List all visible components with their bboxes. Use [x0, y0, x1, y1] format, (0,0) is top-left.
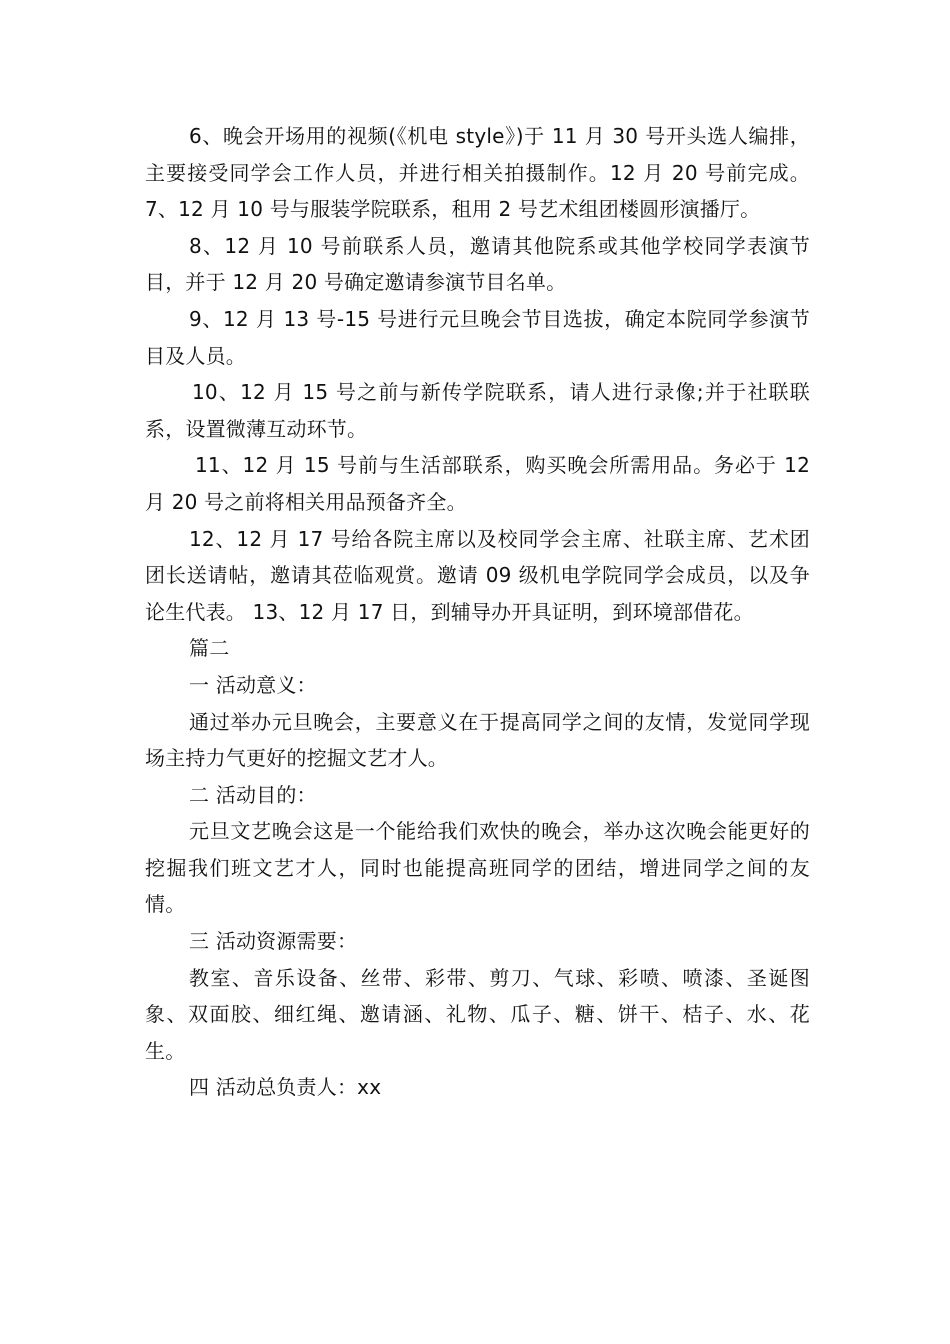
heading-activity-purpose: 二 活动目的： [189, 782, 317, 807]
paragraph-activity-significance: 通过举办元旦晚会，主要意义在于提高同学之间的友情，发觉同学现场主持力气更好的挖掘文艺才人。 [145, 709, 810, 771]
paragraph-item-9: 9、12 月 13 号-15 号进行元旦晚会节目选拔，确定本院同学参演节目及人员。 [145, 306, 810, 368]
paragraph-item-11: 11、12 月 15 号前与生活部联系，购买晚会所需用品。务必于 12 月 20 号之前将相关用品预备齐全。 [145, 453, 810, 514]
paragraph-activity-resources: 教室、音乐设备、丝带、彩带、剪刀、气球、彩喷、喷漆、圣诞图象、双面胶、细红绳、邀请涵、礼物、瓜子、糖、饼干、桔子、水、花生。 [145, 965, 810, 1063]
paragraph-item-6: 6、晚会开场用的视频(《机电 style》)于 11 月 30 号开头选人编排，主要接受同学会工作人员，并进行相关拍摄制作。12 月 20 号前完成。 7、12 月 10 号与服装学院联系，租用 2 号艺术组团楼圆形演播厅。 [145, 124, 810, 222]
heading-activity-lead: 四 活动总负责人：xx [189, 1075, 382, 1100]
section-heading-part-two: 篇二 [189, 636, 230, 661]
paragraph-item-12: 12、12 月 17 号给各院主席以及校同学会主席、社联主席、艺术团团长送请帖，邀请其莅临观赏。邀请 09 级机电学院同学会成员，以及争论生代表。 13、12 月 17 日，到辅导办开具证明，到环境部借花。 [145, 526, 810, 624]
heading-activity-resources: 三 活动资源需要： [189, 929, 358, 954]
document-page [145, 118, 810, 1106]
heading-activity-significance: 一 活动意义： [189, 672, 317, 697]
paragraph-item-10: 10、12 月 15 号之前与新传学院联系，请人进行录像;并于社联联系，设置微薄互动环节。 [145, 380, 810, 441]
paragraph-activity-purpose: 元旦文艺晚会这是一个能给我们欢快的晚会，举办这次晚会能更好的挖掘我们班文艺才人，同时也能提高班同学的团结，增进同学之间的友情。 [145, 819, 810, 917]
paragraph-item-8: 8、12 月 10 号前联系人员，邀请其他院系或其他学校同学表演节目，并于 12 月 20 号确定邀请参演节目名单。 [145, 233, 810, 295]
